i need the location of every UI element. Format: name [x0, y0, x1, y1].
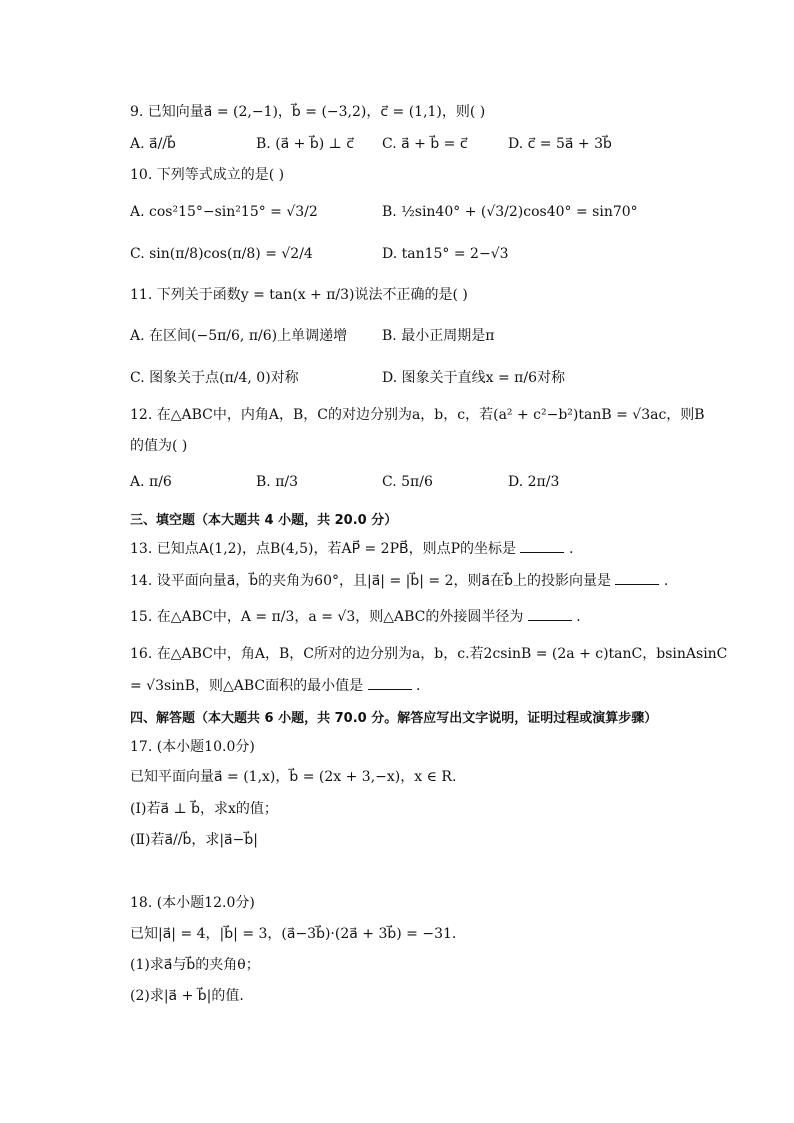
q18-head: 18. (本小题12.0分) [130, 895, 255, 911]
q10-option-a: A. cos²15°−sin²15° = √3/2 [130, 204, 318, 220]
q12-option-a: A. π/6 [130, 474, 172, 490]
q16-period: . [416, 678, 421, 694]
q9-stem: 9. 已知向量a⃗ = (2,−1)，b⃗ = (−3,2)，c⃗ = (1,1)，则( ) [130, 104, 486, 120]
q9-option-c: C. a⃗ + b⃗ = c⃗ [382, 136, 468, 152]
q9-option-d: D. c⃗ = 5a⃗ + 3b⃗ [508, 136, 612, 152]
q17-part2: (Ⅱ)若a⃗//b⃗，求|a⃗−b⃗| [130, 832, 258, 848]
q10-stem: 10. 下列等式成立的是( ) [130, 167, 285, 183]
section-4-heading: 四、解答题（本大题共 6 小题，共 70.0 分。解答应写出文字说明，证明过程或演算步骤） [130, 711, 658, 726]
q11-option-a: A. 在区间(−5π/6, π/6)上单调递增 [130, 328, 348, 344]
q10-option-b: B. ½sin40° + (√3/2)cos40° = sin70° [382, 204, 638, 220]
q13-stem [130, 539, 573, 559]
q14-stem [130, 571, 668, 591]
q16-stem-line1: 16. 在△ABC中，角A，B，C所对的边分别为a，b，c.若2csinB = (2a + c)tanC，bsinAsinC [130, 646, 728, 662]
q10-option-c: C. sin(π/8)cos(π/8) = √2/4 [130, 246, 313, 262]
q11-option-d: D. 图象关于直线x = π/6对称 [382, 370, 565, 386]
q15-period: . [576, 609, 581, 625]
q12-stem-line2: 的值为( ) [130, 438, 188, 454]
q18-part2: (2)求|a⃗ + b⃗|的值. [130, 988, 244, 1004]
q11-option-c: C. 图象关于点(π/4, 0)对称 [130, 370, 299, 386]
q17-head: 17. (本小题10.0分) [130, 739, 255, 755]
q16-text: = √3sinB，则△ABC面积的最小值是 [130, 678, 364, 694]
q14-answer-blank [615, 572, 659, 585]
q14-text: 14. 设平面向量a⃗，b⃗的夹角为60°，且|a⃗| = |b⃗| = 2，则a⃗在b⃗上的投影向量是 [130, 573, 611, 589]
section-3-heading: 三、填空题（本大题共 4 小题，共 20.0 分） [130, 513, 398, 528]
q11-stem: 11. 下列关于函数y = tan(x + π/3)说法不正确的是( ) [130, 287, 468, 303]
q17-part1: (Ⅰ)若a⃗ ⊥ b⃗，求x的值； [130, 801, 278, 817]
q16-stem-line2 [130, 676, 420, 696]
q18-part1: (1)求a⃗与b⃗的夹角θ； [130, 957, 260, 973]
q12-option-c: C. 5π/6 [382, 474, 433, 490]
q15-text: 15. 在△ABC中，A = π/3，a = √3，则△ABC的外接圆半径为 [130, 609, 524, 625]
q18-line1: 已知|a⃗| = 4，|b⃗| = 3，(a⃗−3b⃗)·(2a⃗ + 3b⃗) = −31. [130, 926, 457, 942]
q17-line1: 已知平面向量a⃗ = (1,x)，b⃗ = (2x + 3,−x)，x ∈ R. [130, 769, 457, 785]
q11-option-b: B. 最小正周期是π [382, 328, 495, 344]
q13-period: . [568, 541, 574, 557]
q16-answer-blank [368, 677, 412, 690]
q13-text: 13. 已知点A(1,2)，点B(4,5)，若AP⃗ = 2PB⃗，则点P的坐标是 [130, 541, 517, 557]
q13-answer-blank [520, 540, 564, 553]
q10-option-d: D. tan15° = 2−√3 [382, 246, 509, 262]
q9-option-b: B. (a⃗ + b⃗) ⊥ c⃗ [256, 136, 354, 152]
q12-option-b: B. π/3 [256, 474, 299, 490]
q12-stem-line1: 12. 在△ABC中，内角A，B，C的对边分别为a，b，c，若(a² + c²−b²)tanB = √3ac，则B [130, 407, 705, 423]
q9-option-a: A. a⃗//b⃗ [130, 136, 176, 152]
q15-stem [130, 607, 581, 627]
q15-answer-blank [528, 608, 572, 621]
q14-period: . [663, 573, 669, 589]
q12-option-d: D. 2π/3 [508, 474, 560, 490]
